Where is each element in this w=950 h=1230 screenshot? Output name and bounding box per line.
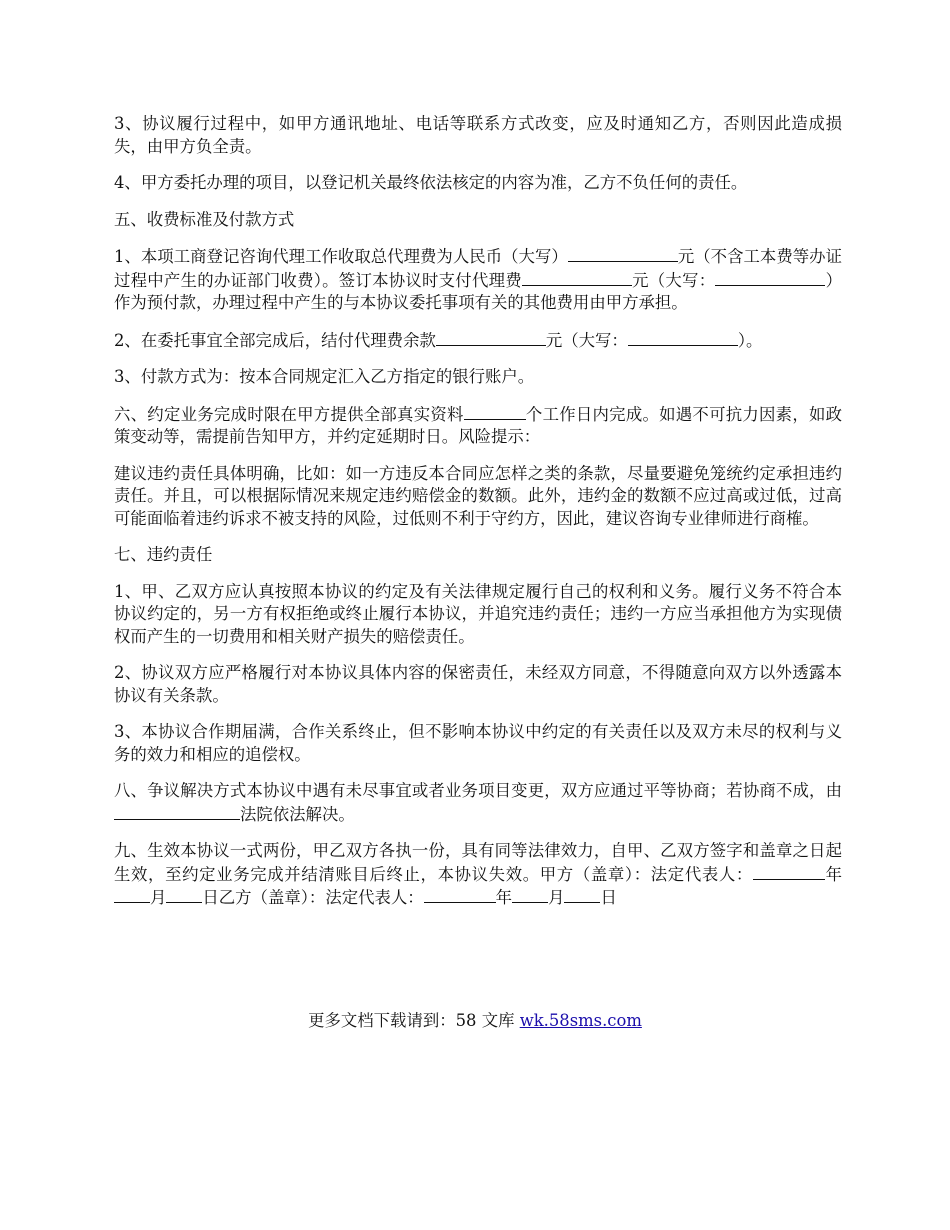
paragraph-text: 2、协议双方应严格履行对本协议具体内容的保密责任，未经双方同意，不得随意向双方以外透露本协议有关条款。 xyxy=(114,663,842,705)
document-body xyxy=(114,113,842,924)
clause-3-contact-change xyxy=(114,113,842,158)
fill-blank-party-a-year[interactable] xyxy=(753,863,825,880)
section-heading-text: 七、违约责任 xyxy=(114,545,213,564)
paragraph-text: 日 xyxy=(600,888,617,907)
paragraph-text: 月 xyxy=(150,888,167,907)
clause-fee-amount xyxy=(114,245,842,315)
clause-liability-1 xyxy=(114,581,842,649)
paragraph-text: 3、本协议合作期届满，合作关系终止，但不影响本协议中约定的有关责任以及双方未尽的权利与义务的效力和相应的追偿权。 xyxy=(114,722,842,764)
fill-blank-party-b-year[interactable] xyxy=(424,886,496,903)
paragraph-text: 六、约定业务完成时限在甲方提供全部真实资料 xyxy=(114,404,464,424)
section-heading-fees xyxy=(114,209,842,232)
section-heading-liability xyxy=(114,544,842,567)
section-heading-text: 五、收费标准及付款方式 xyxy=(114,209,295,229)
paragraph-text: 八、争议解决方式本协议中遇有未尽事宜或者业务项目变更，双方应通过平等协商；若协商不成，由 xyxy=(114,781,842,800)
risk-note xyxy=(114,463,842,531)
clause-4-registration-scope xyxy=(114,172,842,195)
paragraph-text: 法院依法解决。 xyxy=(240,804,355,824)
paragraph-text: ）作为预付款，办理过程中产生的与本协议委托事项有关的其他费用由甲方承担。 xyxy=(114,270,843,312)
footer-text: 更多文档下载请到：58 文库 xyxy=(308,1011,520,1030)
section-completion-deadline xyxy=(114,403,842,449)
paragraph-text: 九、生效本协议一式两份，甲乙双方各执一份，具有同等法律效力，自甲、乙双方签字和盖章之日起生效，至约定业务完成并结清账目后终止，本协议失效。甲方（盖章）：法定代表人： xyxy=(114,841,842,884)
paragraph-text: 年 xyxy=(495,888,513,907)
paragraph-text: 月 xyxy=(548,888,565,907)
paragraph-text: 建议违约责任具体明确，比如：如一方违反本合同应怎样之类的条款，尽量要避免笼统约定承担违约责任。并且，可以根据际情况来规定违约赔偿金的数额。此外，违约金的数额不应过高或过低，过高可能面临着违约诉求不被支持的风险，过低则不利于守约方，因此，建议咨询专业律师进行商榷。 xyxy=(114,463,842,528)
section-effectiveness xyxy=(114,840,842,910)
paragraph-text: 年 xyxy=(824,864,842,884)
section-dispute-resolution xyxy=(114,780,842,826)
fill-blank-advance-fee[interactable] xyxy=(522,269,632,286)
paragraph-text: 元（大写： xyxy=(631,270,716,290)
paragraph-text: 3、付款方式为：按本合同规定汇入乙方指定的银行账户。 xyxy=(114,367,535,386)
fill-blank-advance-fee-words[interactable] xyxy=(715,269,825,286)
paragraph-text: ）。 xyxy=(737,330,763,350)
fill-blank-court[interactable] xyxy=(114,803,240,820)
clause-liability-3 xyxy=(114,721,842,766)
fill-blank-total-fee[interactable] xyxy=(568,245,678,262)
paragraph-text: 2、在委托事宜全部完成后，结付代理费余款 xyxy=(114,330,436,350)
fill-blank-party-a-day[interactable] xyxy=(166,886,202,903)
paragraph-text: 1、甲、乙双方应认真按照本协议的约定及有关法律规定履行自己的权利和义务。履行义务不符合本协议约定的，另一方有权拒绝或终止履行本协议，并追究违约责任；违约一方应当承担他方为实现债权而产生的一切费用和相关财产损失的赔偿责任。 xyxy=(114,581,842,646)
paragraph-text: 元（不含工本费等办证过程中产生的办证部门收费）。签订本协议时支付代理费 xyxy=(114,247,842,290)
paragraph-text: 元（大写： xyxy=(545,330,628,350)
fill-blank-balance[interactable] xyxy=(436,329,546,346)
paragraph-text: 日乙方（盖章）：法定代表人： xyxy=(202,888,424,907)
clause-balance-payment xyxy=(114,329,842,353)
paragraph-text: 1、本项工商登记咨询代理工作收取总代理费为人民币（大写） xyxy=(114,247,568,266)
paragraph-text: 4、甲方委托办理的项目，以登记机关最终依法核定的内容为准，乙方不负任何的责任。 xyxy=(114,173,748,192)
clause-payment-method xyxy=(114,366,842,389)
fill-blank-working-days[interactable] xyxy=(464,403,526,420)
fill-blank-party-b-month[interactable] xyxy=(512,886,548,903)
fill-blank-party-a-month[interactable] xyxy=(114,886,150,903)
paragraph-text: 3、协议履行过程中，如甲方通讯地址、电话等联系方式改变，应及时通知乙方，否则因此造成损失，由甲方负全责。 xyxy=(114,114,842,156)
fill-blank-party-b-day[interactable] xyxy=(564,886,600,903)
paragraph-text: 个工作日内完成。如遇不可抗力因素，如政策变动等，需提前告知甲方，并约定延期时日。风险提示： xyxy=(114,404,843,446)
clause-liability-2 xyxy=(114,662,842,707)
page-footer xyxy=(0,1010,950,1032)
fill-blank-balance-words[interactable] xyxy=(628,329,738,346)
footer-link[interactable]: wk.58sms.com xyxy=(519,1011,642,1030)
